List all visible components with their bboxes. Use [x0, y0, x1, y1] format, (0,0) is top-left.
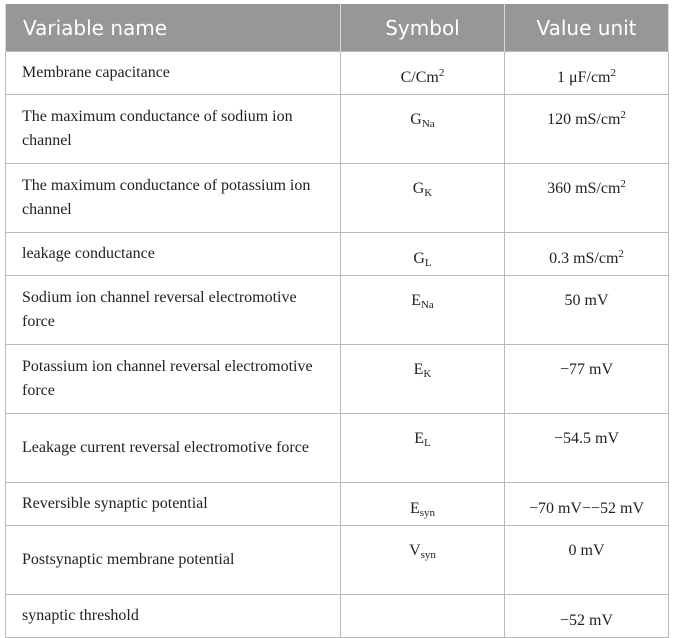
value-base: 360 mS/cm — [547, 180, 621, 197]
value-base: 0.3 mS/cm — [549, 250, 619, 267]
value-base: 50 mV — [564, 292, 609, 309]
symbol-base: E — [409, 500, 420, 517]
value-base: 120 mS/cm — [547, 111, 621, 128]
symbol-sub: K — [424, 187, 433, 199]
table-row — [6, 595, 669, 638]
symbol-cell — [341, 595, 505, 638]
variable-name-cell: Postsynaptic membrane potential — [6, 526, 341, 595]
value-cell — [505, 233, 669, 276]
table-row — [6, 414, 669, 483]
variable-name-cell: Potassium ion channel reversal electromotive force — [6, 345, 341, 414]
symbol-cell — [341, 233, 505, 276]
value-sup: 2 — [620, 178, 626, 190]
symbol-base: E — [414, 430, 425, 447]
value-sup: 2 — [610, 67, 616, 79]
variable-name-cell: The maximum conductance of sodium ion channel — [6, 95, 341, 164]
symbol-sub: Na — [421, 118, 435, 130]
symbol-sub: K — [423, 368, 432, 380]
table-body — [6, 52, 669, 638]
table-row — [6, 52, 669, 95]
header-row — [6, 4, 669, 52]
parameter-table — [5, 4, 669, 638]
symbol-base: G — [410, 111, 422, 128]
value-base: −54.5 mV — [553, 430, 620, 447]
symbol-base: G — [413, 250, 425, 267]
symbol-cell — [341, 526, 505, 595]
table-row — [6, 276, 669, 345]
symbol-base: E — [413, 361, 424, 378]
value-cell — [505, 483, 669, 526]
value-cell — [505, 164, 669, 233]
value-base: −52 mV — [559, 612, 614, 629]
table-header — [6, 4, 669, 52]
header-symbol: Symbol — [341, 4, 505, 52]
table-row — [6, 233, 669, 276]
value-cell — [505, 595, 669, 638]
symbol-sup: 2 — [438, 67, 445, 79]
symbol-base: V — [409, 542, 421, 559]
table-row — [6, 164, 669, 233]
symbol-cell — [341, 95, 505, 164]
value-sup: 2 — [618, 248, 624, 260]
variable-name-cell: The maximum conductance of potassium ion channel — [6, 164, 341, 233]
symbol-sub: L — [424, 257, 432, 269]
symbol-sub: syn — [419, 507, 436, 519]
header-value-unit: Value unit — [505, 4, 669, 52]
parameter-table-container — [5, 4, 668, 638]
value-sup: 2 — [620, 109, 626, 121]
variable-name-cell: Reversible synaptic potential — [6, 483, 341, 526]
variable-name-cell: synaptic threshold — [6, 595, 341, 638]
value-cell — [505, 526, 669, 595]
variable-name-cell: Leakage current reversal electromotive force — [6, 414, 341, 483]
symbol-base: G — [412, 180, 425, 197]
table-row — [6, 483, 669, 526]
value-cell — [505, 95, 669, 164]
symbol-base: E — [411, 292, 421, 309]
value-cell — [505, 276, 669, 345]
symbol-cell — [341, 483, 505, 526]
symbol-cell — [341, 345, 505, 414]
value-base: −70 mV−−52 mV — [528, 500, 645, 517]
symbol-cell — [341, 414, 505, 483]
value-base: 0 mV — [568, 542, 605, 559]
symbol-sub: syn — [420, 549, 436, 561]
header-variable-name: Variable name — [6, 4, 341, 52]
symbol-cell — [341, 276, 505, 345]
value-cell — [505, 414, 669, 483]
table-row — [6, 526, 669, 595]
value-cell — [505, 345, 669, 414]
variable-name-cell: Sodium ion channel reversal electromotive force — [6, 276, 341, 345]
value-cell — [505, 52, 669, 95]
value-base: −77 mV — [559, 361, 614, 378]
symbol-cell — [341, 52, 505, 95]
value-base: 1 μF/cm — [557, 69, 611, 86]
symbol-base: C/Cm — [400, 69, 439, 86]
symbol-sub: Na — [420, 299, 434, 311]
variable-name-cell: Membrane capacitance — [6, 52, 341, 95]
table-row — [6, 95, 669, 164]
variable-name-cell: leakage conductance — [6, 233, 341, 276]
table-row — [6, 345, 669, 414]
symbol-sub: L — [424, 437, 431, 449]
symbol-cell — [341, 164, 505, 233]
